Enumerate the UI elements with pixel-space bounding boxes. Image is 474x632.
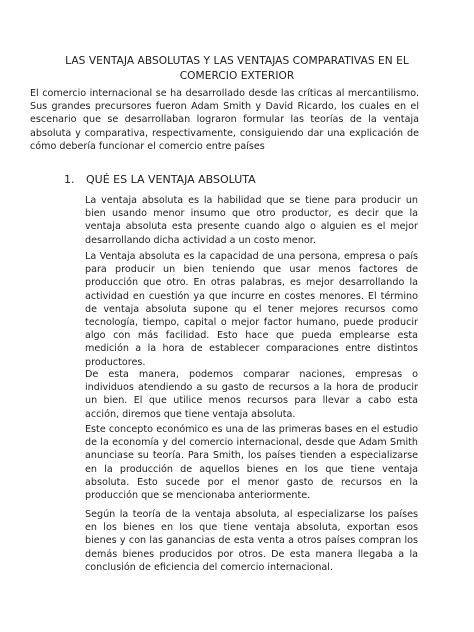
document-title-line-1: LAS VENTAJA ABSOLUTAS Y LAS VENTAJAS COMPARATIVAS EN EL <box>65 55 409 67</box>
body-paragraph-2: La Ventaja absoluta es la capacidad de una persona, empresa o país para producir un bien teniendo que usar menos factores de producción que otro. En otras palabras, es mejor desarrollando la actividad en cuestión ya que incurre en costes menores. El término de ventaja absoluta supone qu el tener mejores recursos como tecnología, tiempo, capital o mejor factor humano, puede producir algo con más facilidad. Esto hace que pueda emplearse esta medición a la hora de establecer comparaciones entre distintos productores. <box>85 251 418 368</box>
document-title <box>40 54 434 84</box>
section-heading <box>64 172 404 188</box>
section-number: 1. <box>64 173 75 186</box>
section-heading-text: QUÉ ES LA VENTAJA ABSOLUTA <box>86 173 256 186</box>
body-paragraph-5: Según la teoría de la ventaja absoluta, al especializarse los países en los bienes en los que tiene ventaja absoluta, exportan esos bienes y con las ganancias de esta venta a otros países compran los demás bienes producidos por otros. De esta manera llegaba a la conclusión de eficiencia del comercio internacional. <box>85 509 418 573</box>
body-paragraph-1: La ventaja absoluta es la habilidad que se tiene para producir un bien usando menor insumo que otro productor, es decir que la ventaja absoluta esta presente cuando algo o alguien es el mejor desarrollando dicha actividad a un costo menor. <box>85 195 418 246</box>
body-paragraph-3: De esta manera, podemos comparar naciones, empresas o individuos atendiendo a su gasto de recursos a la hora de producir un bien. El que utilice menos recursos para llevar a cabo esta acción, diremos que tiene ventaja absoluta. <box>85 369 418 420</box>
intro-paragraph: El comercio internacional se ha desarrollado desde las críticas al mercantilismo. Sus grandes precursores fueron Adam Smith y David Ricardo, los cuales en el escenario que se desarrollaban lograron formular las teorías de la ventaja absoluta y comparativa, respectivamente, consiguiendo dar una explicación de cómo debería funcionar el comercio entre países <box>30 88 419 152</box>
body-paragraph-4: Este concepto económico es una de las primeras bases en el estudio de la economía y del comercio internacional, desde que Adam Smith anunciase su teoría. Para Smith, los países tienden a especializarse en la producción de aquellos bienes en los que tiene ventaja absoluta. Esto sucede por el menor gasto de recursos en la producción que se mencionaba anteriormente. <box>85 424 418 502</box>
document-title-line-2: COMERCIO EXTERIOR <box>179 70 295 82</box>
